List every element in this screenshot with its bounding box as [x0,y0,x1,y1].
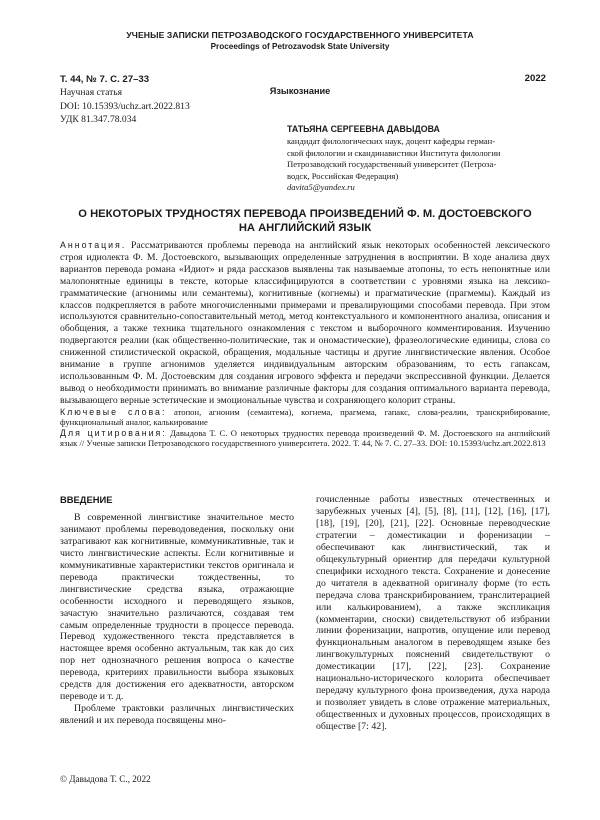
journal-title-en: Proceedings of Petrozavodsk State University [210,42,390,51]
keywords [60,407,550,428]
author-affiliation-line: водск, Российская Федерация) [287,170,399,181]
article-meta [60,73,190,126]
abstract-label: Аннотация. [60,240,127,250]
author-email[interactable]: davita5@yandex.ru [287,182,355,193]
author-affiliation-line: ской филологии и скандинавистики Института филологии [287,147,501,158]
abstract [60,240,550,407]
abstract-text: Рассматриваются проблемы перевода на английский язык некоторых особенностей лексического строя идиолекта Ф. М. Достоевского, вызывающих определенные затруднения в восприятии. В ходе анализа двух вариантов перевода романа «Идиот» и ряда рассказов выявлены так называемые атопоны, то есть непонятные или малопонятные единицы в тексте, которые классифицируются в соответствии с уровнями языка на лексико-грамматические (агнонимы или семантемы), когнитивные (когнемы) и прагматические (прагмемы). Каждый из классов подкрепляется в работе многочисленными примерами и превалирующими способами перевода. При этом используются сравнительно-сопоставительный метод, метод контекстуального и компонентного анализа, описания и обобщения, а также техника тщательного ознакомления с текстом и выборочного комментирования. Изучению подвергаются реалии (как общественно-политические, так и ономастические), фразеологические единицы, слова со сниженной стилистической окраской, обращения, модальные частицы и другие лингвистические явления. Особое внимание в группе агнонимов уделяется индивидуальным авторским образованиям, то есть гапаксам, использованным Ф. М. Достоевским для создания игрового эффекта и передачи экспрессивной функции. Делается вывод о необходимости принимать во внимание различные факторы для создания оптимального варианта перевода, вызывающего верные эстетические и эмоциональные чувства и сохраняющего колорит страны. [60,240,550,406]
journal-title-ru: УЧЕНЫЕ ЗАПИСКИ ПЕТРОЗАВОДСКОГО ГОСУДАРСТВЕННОГО УНИВЕРСИТЕТА [126,30,474,40]
citation-text: Давыдова Т. С. О некоторых трудностях перевода произведений Ф. М. Достоевского на английский язык // Ученые записки Петрозаводского государственного университета. 2022. Т. 44, № 7. С. 27–33. DOI: 10.15393/uchz.art.2022.813 [60,427,550,449]
section-name: Языкознание [269,86,331,96]
udk: УДК 81.347.78.034 [60,113,137,125]
abstract-block [60,240,550,449]
journal-header [0,30,600,51]
article-type: Научная статья [60,87,123,99]
body-column-left [60,494,294,727]
keywords-label: Ключевые слова: [60,406,167,417]
citation [60,428,550,449]
body-paragraph: В современной лингвистике значительное место занимают проблемы переводоведения, поскольку они затрагивают как когнитивные, коммуникативные, так и чисто лингвистические аспекты. Если когнитивные и коммуникативные характеристики текстов оригинала и перевода практически тождественны, то лингвистические средства языка, отражающие особенности исходного и переводящего языков, зачастую значительно различаются, создавая тем самым определенные трудности в процессе перевода. Перевод художественного текста представляется в настоящее время особенно актуальным, так как до сих пор нет однозначного решения вопроса о качестве перевода, критериях правильности выбора языковых средств для достижения его адекватности, авторском переводе и т. д. [60,511,294,703]
volume-info: Т. 44, № 7. С. 27–33 [60,74,150,85]
body-paragraph: Проблеме трактовки различных лингвистических явлений и их перевода посвящены мно- [60,703,294,727]
body-column-right [316,494,550,733]
doi[interactable]: DOI: 10.15393/uchz.art.2022.813 [60,100,190,112]
body-paragraph: гочисленные работы известных отечественных и зарубежных ученых [4], [5], [8], [11], [12], [16], [17], [18], [19], [20], [21], [22]. Основные переводческие стратегии – доместикации и форенизации – обеспечивают как лингвистический, так и общекультурный ориентир для передачи культурной специфики исходного текста. Сохранение и донесение до читателя в адекватной оригиналу форме (то есть передача слова транскрибированием, транслитерацией или калькированием), а также экспликация (комментарии, сноски) свидетельствуют об избрании линии форенизации, напротив, опущение или перевод функциональным аналогом в переводящем языке без лингвокультурных пояснений свидетельствуют о доместикации [17], [22], [23]. Сохранение национально-исторического колорита обеспечивает передачу культурного фона произведения, духа народа и позволяет увидеть в слове отражение материальных, общественных и духовных процессов, происходящих в обществе [7: 42]. [316,494,550,733]
title-line: НА АНГЛИЙСКИЙ ЯЗЫК [238,222,372,234]
section-heading-intro: ВВЕДЕНИЕ [60,494,113,505]
copyright: © Давыдова Т. С., 2022 [60,774,151,784]
article-title [60,207,550,235]
author-affiliation-line: Петрозаводский государственный университет (Петроза- [287,159,497,170]
keywords-text: атопон, агноним (семантема), когнема, прагмема, гапакс, слова-реалии, транскрибирование, функциональный аналог, калькирование [60,406,551,428]
author-name: ТАТЬЯНА СЕРГЕЕВНА ДАВЫДОВА [287,124,440,134]
year: 2022 [524,73,546,84]
title-line: О НЕКОТОРЫХ ТРУДНОСТЯХ ПЕРЕВОДА ПРОИЗВЕДЕНИЙ Ф. М. ДОСТОЕВСКОГО [78,208,532,220]
citation-label: Для цитирования: [60,427,167,438]
author-info [287,124,549,193]
author-affiliation-line: кандидат филологических наук, доцент кафедры герман- [287,136,496,147]
